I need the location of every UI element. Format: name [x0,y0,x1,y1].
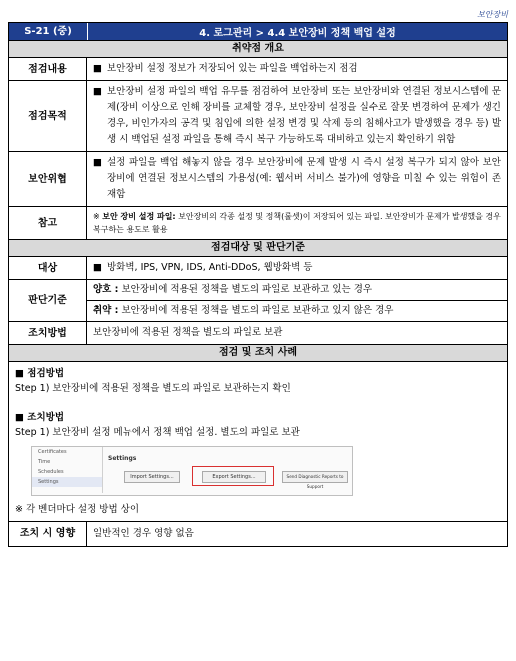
header-tag: 보안장비 [477,10,508,19]
row-label: 점검목적 [9,81,87,151]
section-cases: 점검 및 조치 사례 [9,345,507,362]
row-text: 설정 파일을 백업 해놓지 않을 경우 보안장비에 문제 발생 시 즉시 설정 복구가 되지 않아 보안장비에 연결된 정보시스템의 가용성(예: 웹서버 서비스 불가)에 영향을 미칠 수 있는 위험이 존재함 [107,157,501,200]
title-bar [9,23,507,41]
check-method-step: Step 1) 보안장비에 적용된 정책을 별도의 파일로 보관하는지 확인 [15,383,291,394]
item-id: S-21 (중) [9,23,88,40]
judge-bad [87,301,507,321]
row-action [9,322,507,345]
row-label: 점검내용 [9,58,87,80]
bullet-icon: ■ [93,262,102,273]
screenshot-sidebar-item: Certificates [38,449,67,455]
screenshot-sidebar-item: Schedules [38,469,64,475]
judge-good-text: 보안장비에 적용된 정책을 별도의 파일로 보관하고 있는 경우 [121,284,373,295]
note-text [87,207,507,239]
row-label: 보안위협 [9,152,87,206]
row-target [9,257,507,280]
row-purpose [9,81,507,152]
row-content [9,58,507,81]
bullet-icon: ■ [93,157,102,168]
judge-bad-text: 보안장비에 적용된 정책을 별도의 파일로 보관하고 있지 않은 경우 [121,305,394,316]
row-note [9,207,507,240]
row-text: 보안장비 설정 정보가 저장되어 있는 파일을 백업하는지 점검 [107,63,358,74]
screenshot-heading: Settings [108,455,137,462]
page-title: 4. 로그관리 > 4.4 보안장비 정책 백업 설정 [199,28,396,39]
row-text: 일반적인 경우 영향 없음 [93,528,194,539]
note-mark: ※ [93,212,100,221]
screenshot-sidebar [32,447,103,493]
document-table [8,22,508,547]
row-text: 방화벽, IPS, VPN, IDS, Anti-DDoS, 웹방화벽 등 [107,262,313,273]
check-method-title: ■ 점검방법 [15,368,64,379]
judge-good-key: 양호 : [93,284,119,295]
note-body: 보안장비의 각종 설정 및 정책(룰셋)이 저장되어 있는 파일. 보안장비가 문제가 발생했을 경우 복구하는 용도로 활용 [93,212,501,234]
row-judge [9,280,507,322]
vendor-note: ※ 각 벤더마다 설정 방법 상이 [15,504,140,515]
section-overview: 취약점 개요 [9,41,507,58]
row-threat [9,152,507,207]
note-term: 보안 장비 설정 파일: [102,212,176,221]
row-text: 보안장비 설정 파일의 백업 유무를 점검하여 보안장비 또는 보안장비와 연결된 정보시스템에 문제(장비 이상으로 인해 장비를 교체할 경우, 보안장비 설정을 실수로 잘못 변경하여 문제가 생긴 경우, 비인가자의 공격 및 침입에 의한 설정 변경 및 삭제 등의 침해사고가 발생했을 경우 등) 발생 시 백업된 설정 파일을 통해 즉시 복구 가능하도록 대비하고 있는지 확인하기 위함 [107,86,501,145]
cases-block [9,362,507,522]
row-label: 대상 [9,257,87,279]
settings-screenshot [31,446,353,496]
screenshot-sidebar-item: Time [38,459,51,465]
bullet-icon: ■ [93,86,102,97]
row-impact [9,522,507,546]
row-label: 조치방법 [9,322,87,344]
section-criteria: 점검대상 및 판단기준 [9,240,507,257]
row-label: 조치 시 영향 [9,522,87,546]
send-diagnostic-button: Send Diagnostic Reports to Support [282,471,348,483]
fix-method-title: ■ 조치방법 [15,412,64,423]
judge-bad-key: 취약 : [93,305,119,316]
row-label: 참고 [9,207,87,239]
screenshot-sidebar-item: Settings [32,477,102,487]
bullet-icon: ■ [93,63,102,74]
row-text: 보안장비에 적용된 정책을 별도의 파일로 보관 [93,327,283,338]
judge-good [87,280,507,301]
export-settings-button: Export Settings... [202,471,266,483]
row-label: 판단기준 [9,280,87,321]
export-highlight-box [192,466,274,486]
import-settings-button: Import Settings... [124,471,180,483]
fix-method-step: Step 1) 보안장비 설정 메뉴에서 정책 백업 설정. 별도의 파일로 보관 [15,427,300,438]
